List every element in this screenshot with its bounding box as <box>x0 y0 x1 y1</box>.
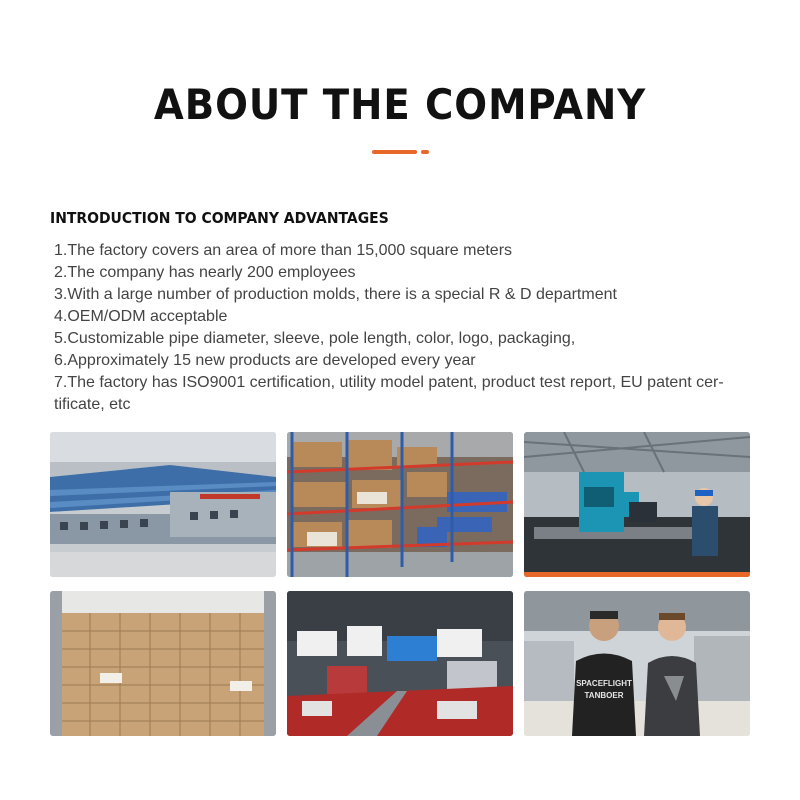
page-title: ABOUT THE COMPANY <box>153 80 647 129</box>
list-item: 6.Approximately 15 new products are developed every year <box>54 352 476 369</box>
advantages-list <box>54 240 744 416</box>
list-item: 2.The company has nearly 200 employees <box>54 264 356 281</box>
list-item: 4.OEM/ODM acceptable <box>54 308 228 325</box>
shirt-print-text: TANBOER <box>584 691 624 700</box>
container-loading-photo <box>50 591 276 736</box>
factory-aerial-photo <box>50 432 276 577</box>
list-item: 5.Customizable pipe diameter, sleeve, pole length, color, logo, packaging, <box>54 330 576 347</box>
title-accent-bar <box>372 150 417 154</box>
list-item: 3.With a large number of production molds, there is a special R & D department <box>54 286 617 303</box>
list-item: 7.The factory has ISO9001 certification, utility model patent, product test report, EU patent cer-tificate, etc <box>54 374 724 413</box>
section-heading: INTRODUCTION TO COMPANY ADVANTAGES <box>50 209 389 227</box>
photo-gallery <box>50 432 750 736</box>
title-accent-dot <box>421 150 429 154</box>
cnc-machine-photo <box>524 432 750 577</box>
team-photo <box>524 591 750 736</box>
exhibition-hall-photo <box>287 591 513 736</box>
shirt-print-text: SPACEFLIGHT <box>576 679 632 688</box>
warehouse-racks-photo <box>287 432 513 577</box>
list-item: 1.The factory covers an area of more than 15,000 square meters <box>54 242 513 259</box>
